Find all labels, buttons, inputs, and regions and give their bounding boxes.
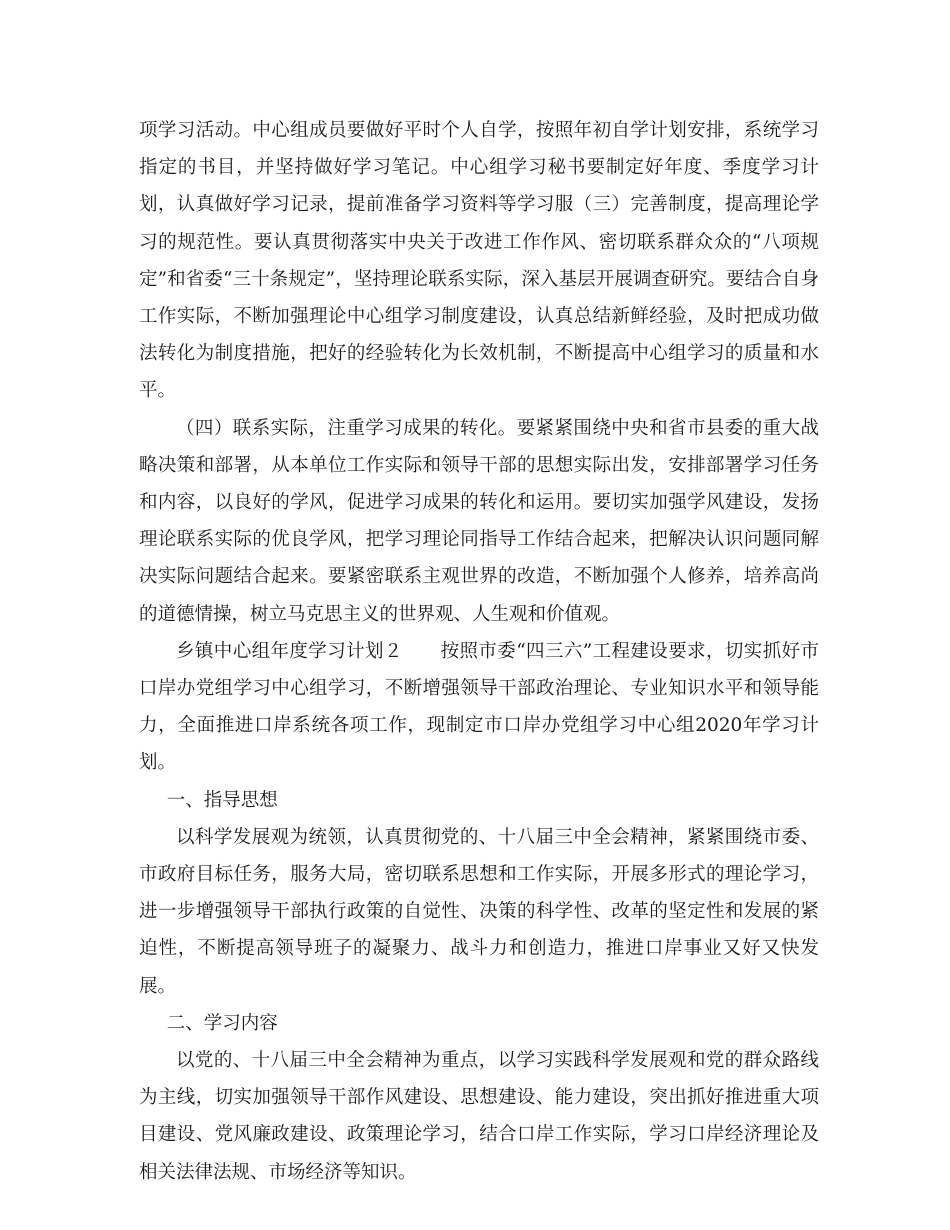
heading-guiding-ideology: 一、指导思想	[166, 789, 278, 811]
paragraph-section-four: （四）联系实际，注重学习成果的转化。要紧紧围绕中央和省市县委的重大战略决策和部署，从本单位工作实际和领导干部的思想实际出发，安排部署学习任务和内容，以良好的学风，促进学习成果的转化和运用。要切实加强学风建设，发扬理论联系实际的优良学风，把学习理论同指导工作结合起来，把解决认识问题同解决实际问题结合起来。要紧密联系主观世界的改造，不断加强个人修养，培养高尚的道德情操，树立马克思主义的世界观、人生观和价值观。	[139, 417, 819, 625]
document-body	[139, 112, 819, 1191]
paragraph-guiding-ideology: 以科学发展观为统领，认真贯彻党的、十八届三中全会精神，紧紧围绕市委、市政府目标任务，服务大局，密切联系思想和工作实际，开展多形式的理论学习，进一步增强领导干部执行政策的自觉性、决策的科学性、改革的坚定性和发展的紧迫性，不断提高领导班子的凝聚力、战斗力和创造力，推进口岸事业又好又快发展。	[139, 826, 819, 997]
paragraph-continued: 项学习活动。中心组成员要做好平时个人自学，按照年初自学计划安排，系统学习指定的书目，并坚持做好学习笔记。中心组学习秘书要制定好年度、季度学习计划，认真做好学习记录，提前准备学习资料等学习服（三）完善制度，提高理论学习的规范性。要认真贯彻落实中央关于改进工作作风、密切联系群众众的“八项规定”和省委“三十条规定”，坚持理论联系实际，深入基层开展调查研究。要结合自身工作实际，不断加强理论中心组学习制度建设，认真总结新鲜经验，及时把成功做法转化为制度措施，把好的经验转化为长效机制，不断提高中心组学习的质量和水平。	[139, 120, 819, 402]
paragraph-study-content: 以党的、十八届三中全会精神为重点，以学习实践科学发展观和党的群众路线为主线，切实加强领导干部作风建设、思想建设、能力建设，突出抓好推进重大项目建设、党风廉政建设、政策理论学习，结合口岸工作实际，学习口岸经济理论及相关法律法规、市场经济等知识。	[139, 1050, 819, 1183]
paragraph-plan-intro: 乡镇中心组年度学习计划２ 按照市委“四三六”工程建设要求，切实抓好市口岸办党组学习中心组学习，不断增强领导干部政治理论、专业知识水平和领导能力，全面推进口岸系统各项工作，现制定市口岸办党组学习中心组2020年学习计划。	[139, 640, 819, 774]
heading-study-content: 二、学习内容	[166, 1012, 278, 1034]
